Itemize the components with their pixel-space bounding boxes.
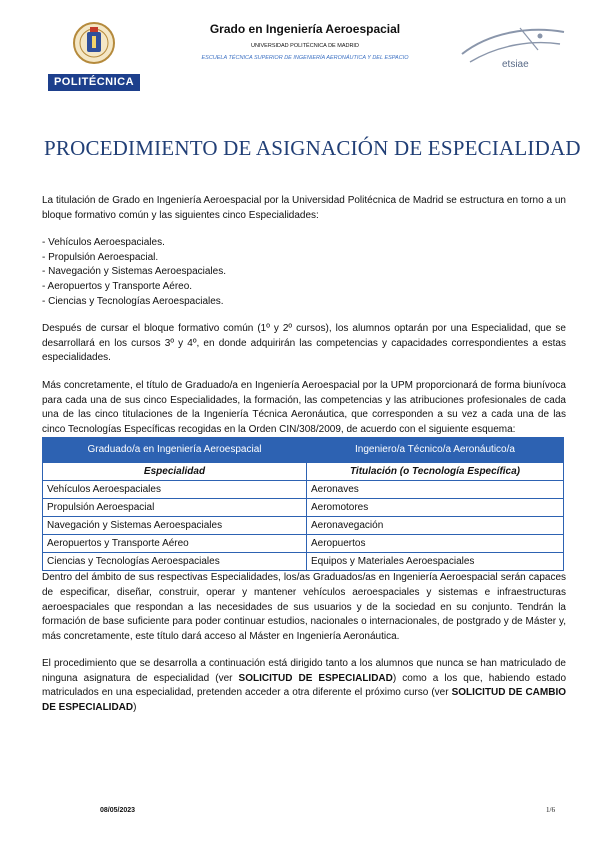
- table-cell: Aeropuertos: [307, 535, 564, 553]
- table-cell: Ciencias y Tecnologías Aeroespaciales: [43, 553, 307, 571]
- table-row: [43, 481, 564, 499]
- procedure-text: El procedimiento que se desarrolla a continuación está dirigido tanto a los alumnos que nunca se han matriculado de ninguna asignatura de especialidad (ver: [42, 658, 566, 684]
- table-header-cell: Graduado/a en Ingeniería Aeroespacial: [43, 438, 307, 463]
- page-title: PROCEDIMIENTO DE ASIGNACIÓN DE ESPECIALIDAD: [44, 136, 581, 160]
- table-subheader-cell: Especialidad: [43, 463, 307, 481]
- table-cell: Aeronaves: [307, 481, 564, 499]
- page-header: [0, 0, 600, 110]
- paragraph-scope: Dentro del ámbito de sus respectivas Especialidades, los/as Graduados/as en Ingeniería Aeroespacial serán capaces de especificar, diseñar, construir, operar y mantener vehículos aeroespaciales y sistemas e infraestructuras aeroespaciales que respondan a las necesidades de sus usuarios y de la sociedad en su conjunto. Tendrán la formación de base suficiente para poder continuar estudios, nacionales o internacionales, de postgrado y de Máster y, más concretamente, este título dará acceso al Máster en Ingeniería Aeronáutica.: [42, 572, 566, 642]
- procedure-text: ): [133, 702, 137, 714]
- table-subheader-row: [43, 463, 564, 481]
- specialties-list: [42, 236, 566, 309]
- list-item: - Aeropuertos y Transporte Aéreo.: [42, 280, 193, 292]
- table-cell: Aeropuertos y Transporte Aéreo: [43, 535, 307, 553]
- table-cell: Propulsión Aeroespacial: [43, 499, 307, 517]
- table-row: [43, 499, 564, 517]
- etsiae-logo: [460, 22, 570, 78]
- table-cell: Equipos y Materiales Aeroespaciales: [307, 553, 564, 571]
- table-subheader-cell: Titulación (o Tecnología Específica): [307, 463, 564, 481]
- etsiae-logo-label: etsiae: [502, 59, 529, 70]
- list-item: - Navegación y Sistemas Aeroespaciales.: [42, 266, 226, 278]
- document-body: [42, 194, 566, 716]
- table-row: [43, 535, 564, 553]
- specialty-table: [42, 437, 564, 571]
- table-cell: Aeromotores: [307, 499, 564, 517]
- table-row: [43, 517, 564, 535]
- paragraph-procedure: [42, 657, 566, 715]
- table-row: [43, 553, 564, 571]
- request-change-ref: SOLICITUD DE CAMBIO DE ESPECIALIDAD: [42, 687, 566, 714]
- request-specialty-ref: SOLICITUD DE ESPECIALIDAD: [238, 672, 393, 684]
- list-item: - Propulsión Aeroespacial.: [42, 251, 159, 263]
- upm-logo-label: POLITÉCNICA: [48, 74, 140, 91]
- table-cell: Navegación y Sistemas Aeroespaciales: [43, 517, 307, 535]
- intro-paragraph: La titulación de Grado en Ingeniería Aeroespacial por la Universidad Politécnica de Madrid se estructura en torno a un bloque formativo común y las siguientes cinco Especialidades:: [42, 195, 566, 221]
- page-number: 1/6: [546, 806, 555, 814]
- paragraph-scheme: Más concretamente, el título de Graduado/a en Ingeniería Aeroespacial por la UPM proporcionará de forma biunívoca para cada una de sus cinco Especialidades, la formación, las competencias y las atribuciones profesionales de cada una de las cinco titulaciones de la Ingeniería Técnica Aeronáutica, que corresponden a su vez a cada una de las cinco Tecnologías Específicas recogidas en la Orden CIN/308/2009, de acuerdo con el siguiente esquema:: [42, 379, 566, 435]
- header-university: UNIVERSIDAD POLITÉCNICA DE MADRID: [251, 43, 359, 49]
- procedure-text: ) como a los que, habiendo estado matriculados en una especialidad, pretenden acceder a otra diferente el próximo curso (ver: [42, 672, 567, 699]
- table-header-cell: Ingeniero/a Técnico/a Aeronáutico/a: [307, 438, 564, 463]
- upm-crest-icon: [72, 18, 116, 68]
- header-school: ESCUELA TÉCNICA SUPERIOR DE INGENIERÍA AERONÁUTICA Y DEL ESPACIO: [201, 55, 409, 61]
- paragraph-courses: Después de cursar el bloque formativo común (1º y 2º cursos), los alumnos optarán por una Especialidad, que se desarrollará en los cursos 3º y 4º, en donde adquirirán las competencias y capacidades correspondientes a estas especialidades.: [42, 323, 566, 364]
- table-header-row: [43, 438, 564, 463]
- table-cell: Aeronavegación: [307, 517, 564, 535]
- list-item: - Ciencias y Tecnologías Aeroespaciales.: [42, 295, 224, 307]
- header-title: Grado en Ingeniería Aeroespacial: [209, 22, 401, 36]
- footer-date: 08/05/2023: [100, 807, 136, 814]
- list-item: - Vehículos Aeroespaciales.: [42, 237, 165, 249]
- table-cell: Vehículos Aeroespaciales: [43, 481, 307, 499]
- upm-logo: [46, 14, 142, 94]
